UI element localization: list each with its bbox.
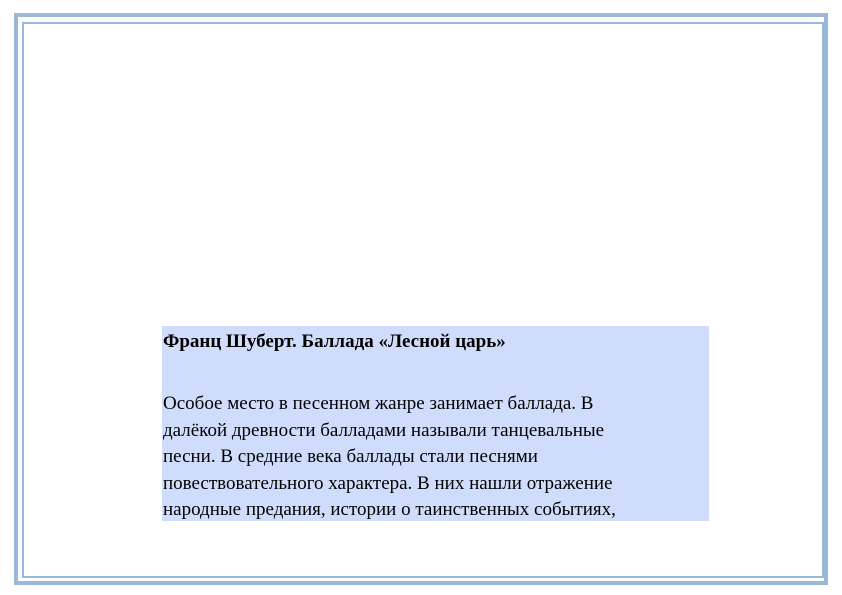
body-line: народные предания, истории о таинственных событиях, (163, 499, 616, 520)
document-title: Франц Шуберт. Баллада «Лесной царь» (163, 331, 506, 352)
highlighted-text-block (162, 326, 709, 521)
document-body (163, 391, 707, 524)
body-line: песни. В средние века баллады стали песнями (163, 446, 538, 467)
body-line: повествовательного характера. В них нашли отражение (163, 472, 613, 494)
body-line: Особое место в песенном жанре занимает баллада. В (163, 393, 594, 414)
body-line: далёкой древности балладами называли танцевальные (163, 419, 605, 441)
